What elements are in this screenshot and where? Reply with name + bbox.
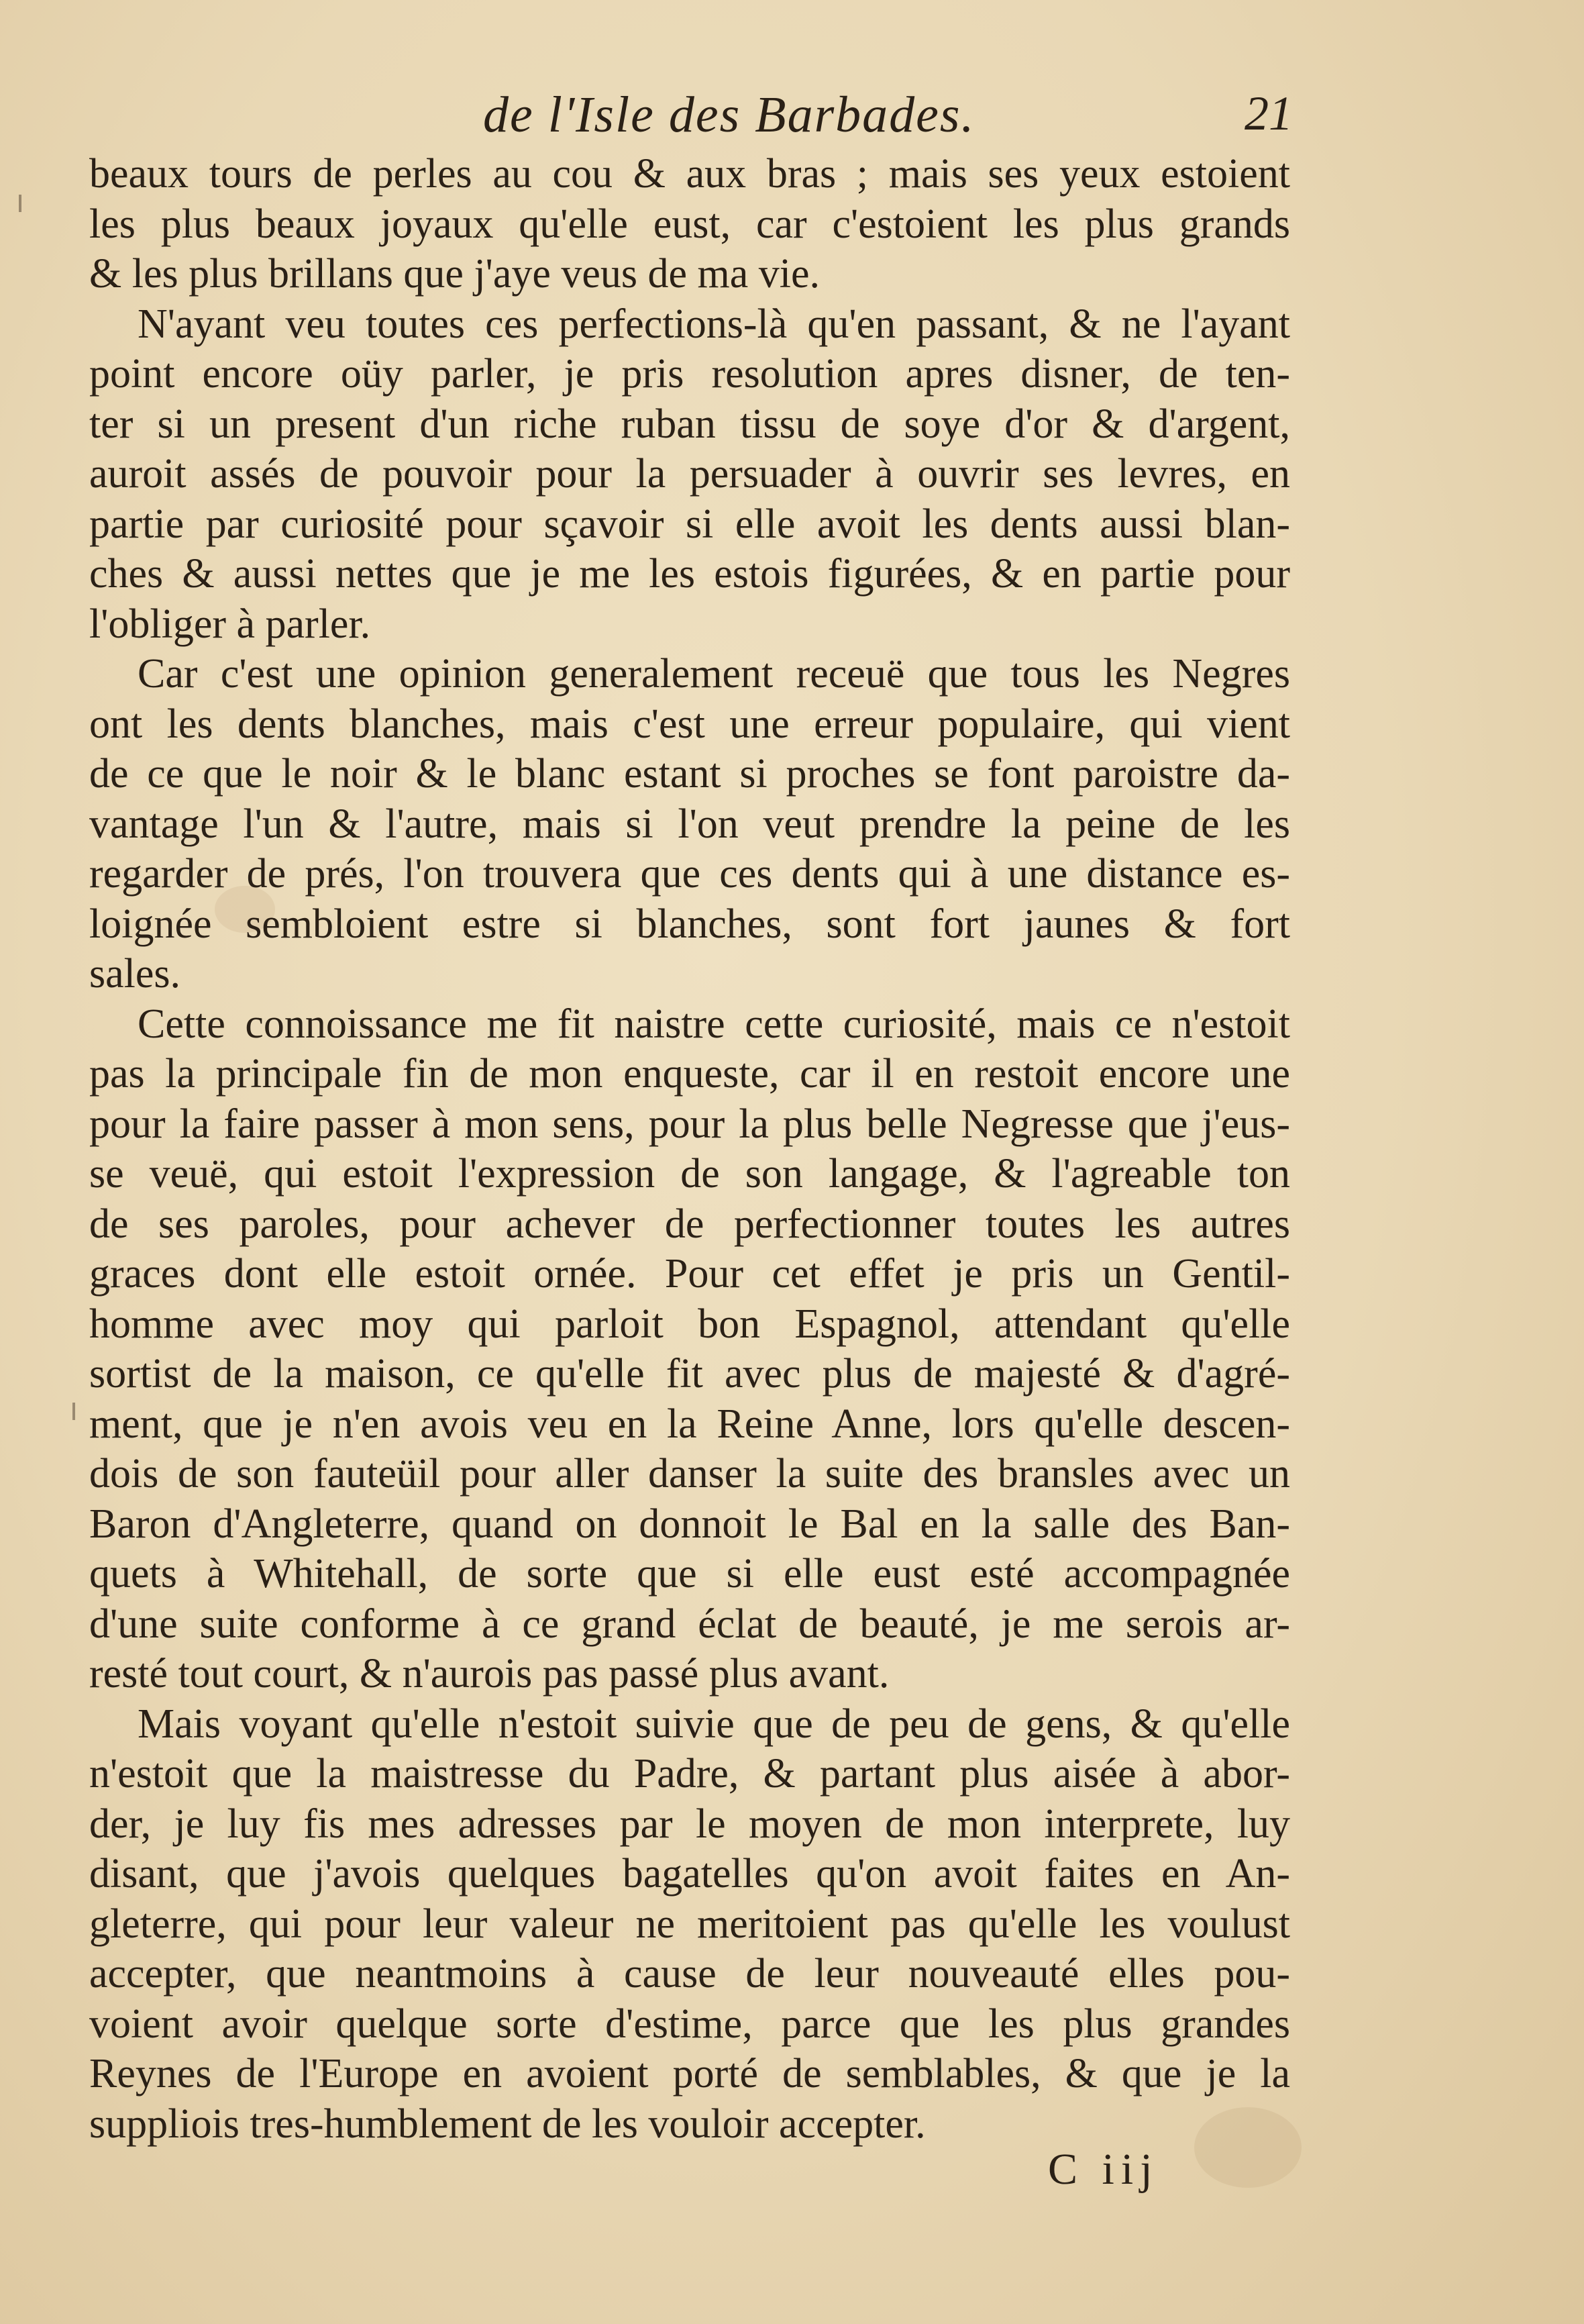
text-line: loignée sembloient estre si blanches, sont fort jaunes & fort	[89, 901, 1290, 947]
text-line: sales.	[89, 951, 181, 997]
body-text	[89, 149, 1290, 2149]
page-header	[0, 79, 1584, 153]
text-line: vantage l'un & l'autre, mais si l'on veut prendre la peine de les	[89, 801, 1290, 847]
text-line: partie par curiosité pour sçavoir si elle avoit les dents aussi blan-	[89, 501, 1290, 547]
text-line: Car c'est une opinion generalement receuë que tous les Negres	[138, 651, 1290, 697]
text-line: der, je luy fis mes adresses par le moyen de mon interprete, luy	[89, 1801, 1290, 1847]
text-line: ont les dents blanches, mais c'est une erreur populaire, qui vient	[89, 701, 1290, 747]
text-line: auroit assés de pouvoir pour la persuader à ouvrir ses levres, en	[89, 451, 1290, 497]
margin-mark	[72, 1403, 75, 1420]
page-number: 21	[1245, 87, 1293, 140]
text-line: Reynes de l'Europe en avoient porté de semblables, & que je la	[89, 2051, 1290, 2096]
text-line: Cette connoissance me fit naistre cette curiosité, mais ce n'estoit	[138, 1001, 1290, 1047]
text-line: beaux tours de perles au cou & aux bras ; mais ses yeux estoient	[89, 151, 1290, 197]
text-line: se veuë, qui estoit l'expression de son langage, & l'agreable ton	[89, 1151, 1290, 1197]
text-line: sortist de la maison, ce qu'elle fit avec plus de majesté & d'agré-	[89, 1351, 1290, 1397]
text-line: regarder de prés, l'on trouvera que ces dents qui à une distance es-	[89, 851, 1290, 897]
text-line: ter si un present d'un riche ruban tissu de soye d'or & d'argent,	[89, 401, 1290, 447]
text-line: l'obliger à parler.	[89, 601, 371, 647]
text-line: gleterre, qui pour leur valeur ne meritoient pas qu'elle les voulust	[89, 1901, 1290, 1947]
text-line: n'estoit que la maistresse du Padre, & partant plus aisée à abor-	[89, 1751, 1290, 1797]
text-line: voient avoir quelque sorte d'estime, parce que les plus grandes	[89, 2001, 1290, 2047]
running-title: de l'Isle des Barbades.	[483, 87, 975, 143]
text-line: d'une suite conforme à ce grand éclat de beauté, je me serois ar-	[89, 1601, 1290, 1647]
text-line: quets à Whitehall, de sorte que si elle eust esté accompagnée	[89, 1551, 1290, 1597]
text-line: ches & aussi nettes que je me les estois figurées, & en partie pour	[89, 551, 1290, 597]
text-line: de ce que le noir & le blanc estant si proches se font paroistre da-	[89, 751, 1290, 797]
text-line: ment, que je n'en avois veu en la Reine Anne, lors qu'elle descen-	[89, 1401, 1290, 1447]
text-line: graces dont elle estoit ornée. Pour cet effet je pris un Gentil-	[89, 1251, 1290, 1297]
text-line: pour la faire passer à mon sens, pour la plus belle Negresse que j'eus-	[89, 1101, 1290, 1147]
text-line: resté tout court, & n'aurois pas passé plus avant.	[89, 1651, 890, 1697]
text-line: N'ayant veu toutes ces perfections-là qu'en passant, & ne l'ayant	[138, 301, 1290, 347]
text-line: suppliois tres-humblement de les vouloir accepter.	[89, 2101, 926, 2147]
text-line: pas la principale fin de mon enqueste, car il en restoit encore une	[89, 1051, 1290, 1097]
text-line: dois de son fauteüil pour aller danser la suite des bransles avec un	[89, 1451, 1290, 1497]
signature-mark: C iij	[1048, 2145, 1159, 2194]
text-line: & les plus brillans que j'aye veus de ma vie.	[89, 251, 821, 297]
text-line: point encore oüy parler, je pris resolution apres disner, de ten-	[89, 351, 1290, 397]
page-footer	[1048, 2144, 1182, 2205]
text-line: les plus beaux joyaux qu'elle eust, car c'estoient les plus grands	[89, 201, 1290, 247]
text-line: de ses paroles, pour achever de perfectionner toutes les autres	[89, 1201, 1290, 1247]
text-line: disant, que j'avois quelques bagatelles qu'on avoit faites en An-	[89, 1851, 1290, 1897]
text-line: accepter, que neantmoins à cause de leur nouveauté elles pou-	[89, 1951, 1290, 1997]
text-line: homme avec moy qui parloit bon Espagnol, attendant qu'elle	[89, 1301, 1290, 1347]
margin-mark	[19, 195, 21, 212]
text-line: Mais voyant qu'elle n'estoit suivie que de peu de gens, & qu'elle	[138, 1701, 1290, 1747]
text-line: Baron d'Angleterre, quand on donnoit le Bal en la salle des Ban-	[89, 1501, 1290, 1547]
